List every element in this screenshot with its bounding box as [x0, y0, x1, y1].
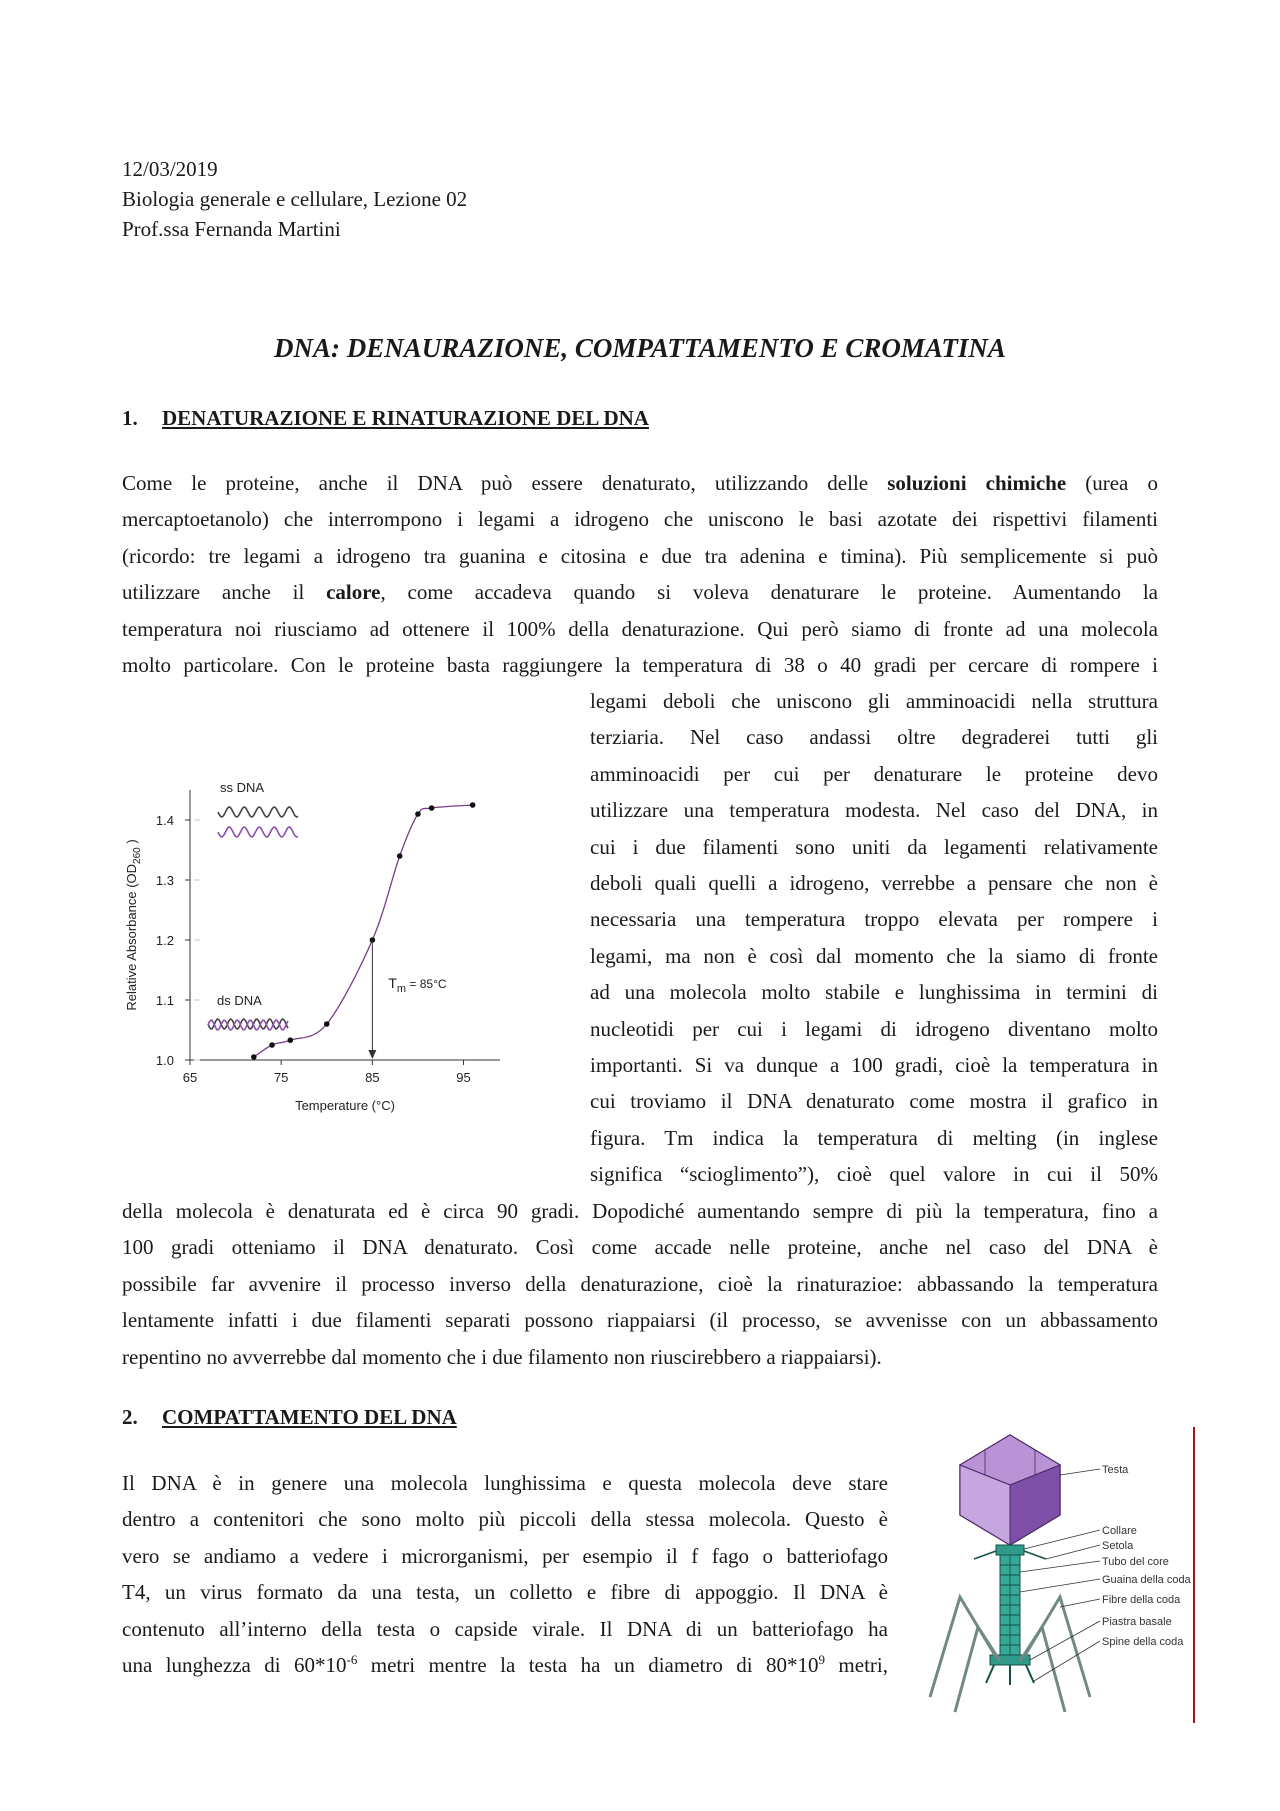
melting-curve-chart	[120, 760, 520, 1130]
text-line: lentamente infatti i due filamenti separati possono riappaiarsi (il processo, se avvenisse con un abbassamento	[122, 1308, 1158, 1333]
text-line: 100 gradi otteniamo il DNA denaturato. Così come accade nelle proteine, anche nel caso del DNA è	[122, 1235, 1158, 1260]
melting-curve-line	[254, 805, 473, 1057]
tm-label-sub: m	[396, 983, 407, 995]
section1-title: DENATURAZIONE E RINATURAZIONE DEL DNA	[162, 406, 649, 430]
phage-tail-spikes	[986, 1665, 1034, 1685]
section1-heading	[122, 406, 649, 431]
text-line: contenuto all’interno della testa o capside virale. Il DNA di un batteriofago ha	[122, 1616, 888, 1641]
section1-bottom-paragraph	[122, 1193, 1158, 1375]
ss-dna-label: ss DNA	[220, 780, 265, 795]
x-axis-label: Temperature (°C)	[295, 1098, 395, 1113]
ss-dna-strand	[218, 807, 298, 817]
data-point	[287, 1037, 293, 1043]
x-tick-label: 65	[182, 1070, 198, 1085]
tm-label-main: T	[388, 975, 397, 991]
text-line: amminoacidi per cui per denaturare le proteine devo	[590, 761, 1158, 786]
bacteriophage-svg	[910, 1427, 1200, 1727]
y-tick-label: 1.3	[155, 873, 174, 888]
x-tick-label: 95	[456, 1070, 471, 1085]
section1-side-paragraph	[590, 683, 1158, 1192]
data-point	[324, 1021, 330, 1027]
y-tick-label: 1.0	[155, 1053, 174, 1068]
text-line: figura. Tm indica la temperatura di melting (in inglese	[590, 1125, 1158, 1150]
y-axis-label	[124, 839, 143, 1010]
label-guaina-coda: Guaina della coda	[1102, 1574, 1191, 1586]
text-line: vero se andiamo a vedere i microrganismi, per esempio il f fago o batteriofago	[122, 1543, 888, 1568]
bacteriophage-figure	[910, 1427, 1200, 1727]
text-line: dentro a contenitori che sono molto più piccoli della stessa molecola. Questo è	[122, 1507, 888, 1532]
y-axis-label-sub: 260	[132, 847, 143, 864]
x-tick-label: 85	[365, 1070, 380, 1085]
phage-collar	[996, 1545, 1024, 1555]
text-line: della molecola è denaturata ed è circa 90 gradi. Dopodiché aumentando sempre di più la temperatura, fino a	[122, 1199, 1158, 1223]
text-line: repentino no avverrebbe dal momento che i due filamento non riuscirebbero a riappaiarsi).	[122, 1344, 882, 1369]
label-testa: Testa	[1102, 1464, 1129, 1476]
data-point	[429, 805, 435, 811]
text-line: mercaptoetanolo) che interrompono i legami a idrogeno che uniscono le basi azotate dei rispettivi filamenti	[122, 507, 1158, 532]
text-line: cui i due filamenti sono uniti da legamenti relativamente	[590, 834, 1158, 859]
phage-labels	[1102, 1464, 1192, 1648]
y-tick-label: 1.1	[155, 993, 174, 1008]
data-point	[415, 811, 421, 817]
ds-dna-label: ds DNA	[217, 992, 262, 1008]
text-line: possibile far avvenire il processo inverso della denaturazione, cioè la rinaturazioe: abbassando la temperatura	[122, 1271, 1158, 1296]
label-collare: Collare	[1102, 1525, 1137, 1537]
text-line: legami, ma non è così dal momento che la siamo di fronte	[590, 943, 1158, 968]
melting-curve-svg	[120, 760, 520, 1130]
y-tick-label: 1.2	[155, 933, 174, 948]
tm-label-value: = 85°C	[406, 977, 447, 991]
section1-number: 1.	[122, 406, 138, 430]
label-fibre-coda: Fibre della coda	[1102, 1594, 1181, 1606]
text-line: nucleotidi per cui i legami di idrogeno diventano molto	[590, 1016, 1158, 1041]
professor-line: Prof.ssa Fernanda Martini	[122, 217, 341, 241]
label-tubo-core: Tubo del core	[1102, 1556, 1169, 1568]
phage-head	[960, 1435, 1060, 1545]
text-line: (ricordo: tre legami a idrogeno tra guanina e citosina e due tra adenina e timina). Più semplicemente si può	[122, 543, 1158, 568]
phage-tail-sheath	[1000, 1555, 1020, 1655]
text-line: T4, un virus formato da una testa, un colletto e fibre di appoggio. Il DNA è	[122, 1580, 888, 1605]
text-line: cui troviamo il DNA denaturato come mostra il grafico in	[590, 1089, 1158, 1114]
tm-label	[388, 975, 447, 995]
phage-whisker	[974, 1551, 996, 1559]
text-line: utilizzare una temperatura modesta. Nel caso del DNA, in	[590, 798, 1158, 823]
section1-top-paragraph	[122, 465, 1158, 683]
data-point	[269, 1042, 275, 1048]
section2-heading	[122, 1405, 457, 1430]
text-line: necessaria una temperatura troppo elevata per rompere i	[590, 907, 1158, 932]
data-point	[470, 802, 476, 808]
section2-title: COMPATTAMENTO DEL DNA	[162, 1405, 457, 1429]
section2-number: 2.	[122, 1405, 138, 1429]
section2-paragraph	[122, 1465, 888, 1683]
label-spine-coda: Spine della coda	[1102, 1636, 1184, 1648]
text-line: Il DNA è in genere una molecola lunghissima e questa molecola deve stare	[122, 1471, 888, 1495]
page-title: DNA: DENAURAZIONE, COMPATTAMENTO E CROMATINA	[274, 333, 1006, 363]
y-axis-label-close: )	[124, 839, 139, 848]
text-line: legami deboli che uniscono gli amminoacidi nella struttura	[590, 689, 1158, 713]
text-line: temperatura noi riusciamo ad ottenere il 100% della denaturazione. Qui però siamo di fronte ad una molecola	[122, 616, 1158, 641]
ss-dna-strand	[218, 827, 298, 837]
phage-whisker	[1024, 1551, 1046, 1559]
course-line: Biologia generale e cellulare, Lezione 02	[122, 187, 468, 211]
text-line: importanti. Si va dunque a 100 gradi, cioè la temperatura in	[590, 1052, 1158, 1077]
document-date: 12/03/2019	[122, 157, 218, 181]
text-line: utilizzare anche il calore, come accadeva quando si voleva denaturare le proteine. Aumentando la	[122, 580, 1158, 605]
y-tick-label: 1.4	[155, 813, 174, 828]
y-axis-label-main: Relative Absorbance (OD	[124, 863, 139, 1011]
label-piastra-basale: Piastra basale	[1102, 1616, 1172, 1628]
text-line: ad una molecola molto stabile e lunghissima in termini di	[590, 980, 1158, 1005]
x-tick-label: 75	[273, 1070, 289, 1085]
text-line: terziaria. Nel caso andassi oltre degraderei tutti gli	[590, 725, 1158, 750]
data-point	[397, 853, 403, 859]
data-point	[251, 1054, 257, 1060]
text-line: molto particolare. Con le proteine basta raggiungere la temperatura di 38 o 40 gradi per cercare di rompere i	[122, 652, 1158, 677]
text-line: Come le proteine, anche il DNA può essere denaturato, utilizzando delle soluzioni chimiche (urea o	[122, 471, 1158, 495]
text-line: deboli quali quelli a idrogeno, verrebbe a pensare che non è	[590, 870, 1158, 895]
text-line: una lunghezza di $60*10^{-6}$ metri mentre la testa ha un diametro di $80*10^9$ metri,	[122, 1651, 888, 1677]
text-line: significa “scioglimento”), cioè quel valore in cui il 50%	[590, 1162, 1158, 1187]
label-setola: Setola	[1102, 1540, 1134, 1552]
tm-arrow-head	[368, 1050, 376, 1059]
